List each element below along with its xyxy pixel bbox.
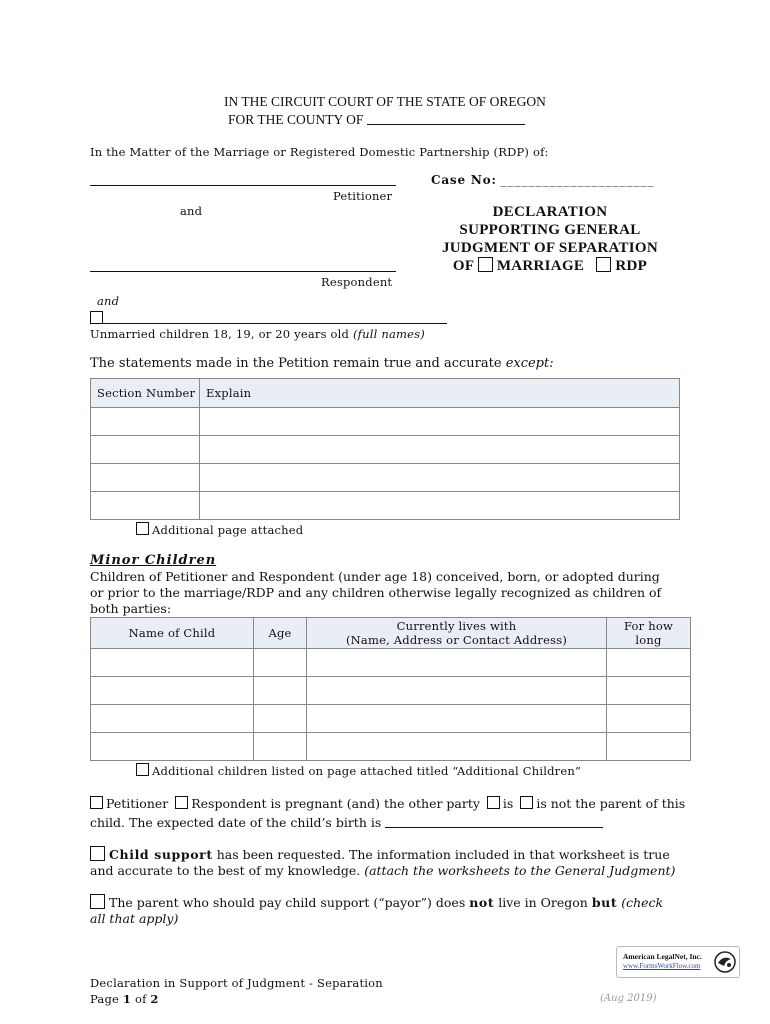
col-lives-line1: Currently lives with [396,619,517,633]
case-number-field[interactable]: ______________________ [500,173,655,187]
col-lives-line2: (Name, Address or Contact Address) [345,633,568,647]
adult-children-caption-italic: (full names) [352,327,425,341]
adult-children-caption [90,327,425,341]
statements-table [90,378,680,520]
adult-children-row [90,311,447,326]
adult-children-caption-text: Unmarried children 18, 19, or 20 years old [90,327,353,341]
additional-page-checkbox[interactable] [136,522,149,535]
title-line-1: DECLARATION [492,204,608,220]
petitioner-name-field[interactable] [90,185,396,186]
col-section-number: Section Number [91,379,200,408]
is-not-parent-label: is not the parent of this [536,796,686,811]
title-line-4 [420,257,680,275]
case-number [431,173,655,187]
pregnancy-line-1 [90,796,685,811]
title-line-3: JUDGMENT OF SEPARATION [441,240,659,256]
page-current: 1 [122,992,132,1006]
birth-date-field[interactable] [385,815,603,828]
child-age-cell[interactable] [254,677,307,705]
county-field[interactable] [367,112,525,125]
logo-name: American LegalNet, Inc. [623,952,702,961]
is-parent-checkbox[interactable] [487,796,500,809]
explain-cell[interactable] [200,436,680,464]
additional-children-checkbox[interactable] [136,763,149,776]
child-support-checkbox[interactable] [90,846,105,861]
table-row [91,649,691,677]
payor-checkbox[interactable] [90,894,105,909]
child-name-cell[interactable] [91,705,254,733]
child-lives-with-cell[interactable] [307,649,607,677]
section-number-cell[interactable] [91,408,200,436]
adult-children-field[interactable] [103,311,447,324]
child-support-bold: Child support [109,847,213,862]
page-of: of [131,992,151,1006]
table-row [91,464,680,492]
statements-text [90,356,554,371]
additional-page-row [136,522,303,537]
title-of: OF [452,258,474,274]
pregnancy-line-2 [90,815,603,830]
child-name-cell[interactable] [91,649,254,677]
additional-children-label: Additional children listed on page attached titled “Additional Children” [152,764,582,778]
birth-date-label: child. The expected date of the child’s birth is [90,815,382,830]
county-line [228,112,525,128]
child-age-cell[interactable] [254,705,307,733]
col-name-of-child: Name of Child [91,618,254,649]
respondent-name-field[interactable] [90,271,396,272]
pregnant-petitioner-checkbox[interactable] [90,796,103,809]
statements-main: The statements made in the Petition remain true and accurate [90,356,506,371]
is-parent-label: is [502,796,514,811]
col-explain: Explain [200,379,680,408]
additional-page-label: Additional page attached [152,523,304,537]
page-number [90,992,159,1006]
section-number-cell[interactable] [91,436,200,464]
child-support-paragraph [90,846,680,879]
table-row [91,408,680,436]
child-age-cell[interactable] [254,733,307,761]
col-howlong-line2: long [635,633,662,647]
col-age: Age [254,618,307,649]
title-line-2: SUPPORTING GENERAL [459,222,641,238]
table-row [91,677,691,705]
child-how-long-cell[interactable] [607,649,691,677]
payor-paragraph [90,894,680,927]
child-name-cell[interactable] [91,733,254,761]
pregnant-respondent-label: Respondent is pregnant (and) the other party [191,796,480,811]
minor-children-table [90,617,691,761]
table-row [91,492,680,520]
payor-not: not [469,895,495,910]
child-name-cell[interactable] [91,677,254,705]
page-total: 2 [150,992,159,1006]
table-row [91,705,691,733]
section-number-cell[interactable] [91,492,200,520]
respondent-label: Respondent [321,275,393,289]
title-marriage: MARRIAGE [496,258,585,274]
payor-but: but [591,895,618,910]
child-support-italic: (attach the worksheets to the General Judgment) [364,863,676,878]
logo-emblem-icon [713,950,737,974]
and-label: and [180,204,203,218]
col-for-how-long [607,618,691,649]
title-rdp: RDP [615,258,648,274]
explain-cell[interactable] [200,464,680,492]
statements-except: except: [505,356,554,371]
logo-url: www.FormsWorkFlow.com [623,962,701,970]
is-not-parent-checkbox[interactable] [520,796,533,809]
document-title [420,203,680,275]
footer-title: Declaration in Support of Judgment - Separation [90,976,383,990]
american-legalnet-logo[interactable] [616,946,740,978]
child-support-text: has been requested. The information included in that worksheet is true and accurate to the best of my knowledge. [90,847,670,878]
col-currently-lives-with [307,618,607,649]
matter-text: In the Matter of the Marriage or Registered Domestic Partnership (RDP) of: [90,145,549,159]
child-age-cell[interactable] [254,649,307,677]
payor-italic: (check all that apply) [90,895,664,926]
child-lives-with-cell[interactable] [307,677,607,705]
table-row [91,733,691,761]
and-label-2: and [97,294,120,308]
table-row [91,436,680,464]
child-how-long-cell[interactable] [607,705,691,733]
child-lives-with-cell[interactable] [307,733,607,761]
rdp-checkbox[interactable] [596,257,611,272]
revision-date: (Aug 2019) [600,993,657,1004]
payor-text-1: The parent who should pay child support (“payor”) does [109,895,470,910]
page-prefix: Page [90,992,123,1006]
payor-text-2: live in Oregon [494,895,592,910]
explain-cell[interactable] [200,408,680,436]
explain-cell[interactable] [200,492,680,520]
pregnant-petitioner-label: Petitioner [106,796,169,811]
case-number-label: Case No: [431,173,497,187]
section-number-cell[interactable] [91,464,200,492]
child-how-long-cell[interactable] [607,677,691,705]
marriage-checkbox[interactable] [478,257,493,272]
county-label: FOR THE COUNTY OF [228,112,364,127]
minor-children-heading: Minor Children [90,553,217,568]
child-lives-with-cell[interactable] [307,705,607,733]
child-how-long-cell[interactable] [607,733,691,761]
court-heading: IN THE CIRCUIT COURT OF THE STATE OF OREGON [224,94,546,109]
additional-children-row [136,763,581,778]
pregnant-respondent-checkbox[interactable] [175,796,188,809]
petitioner-label: Petitioner [333,189,393,203]
col-howlong-line1: For how [623,619,673,633]
adult-children-checkbox[interactable] [90,311,103,324]
minor-children-description: Children of Petitioner and Respondent (under age 18) conceived, born, or adopted during or prior to the marriage/RDP and any children otherwise legally recognized as children of both parties: [90,569,662,616]
